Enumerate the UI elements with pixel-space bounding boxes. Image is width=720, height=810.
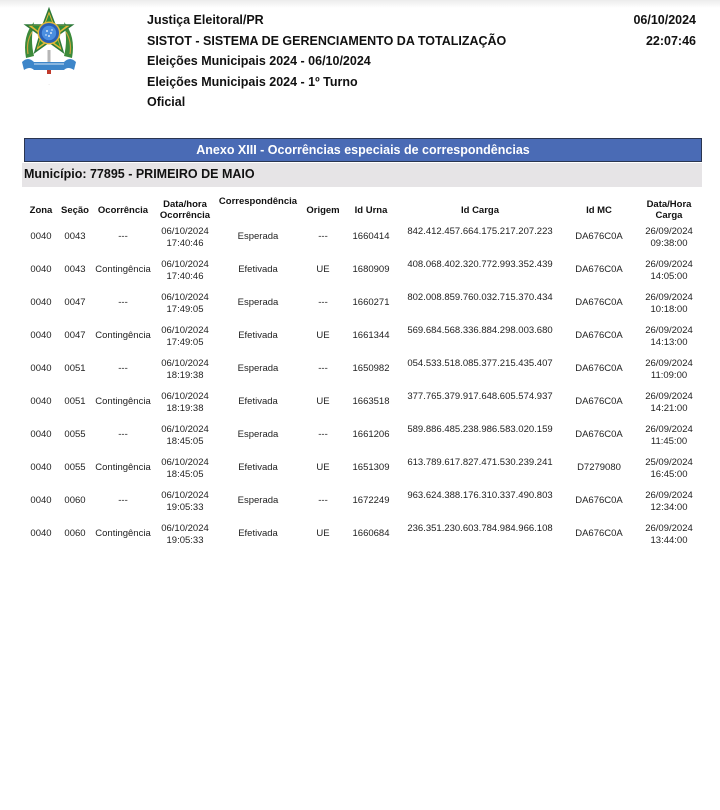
svg-text:·: · (48, 82, 50, 87)
data-hora-carga-date: 26/09/2024 (645, 259, 693, 270)
data-hora-ocorrencia-time: 18:19:38 (166, 369, 204, 381)
secao-value: 0047 (64, 297, 86, 308)
id-carga-value: 963.624.388.176.310.337.490.803 (407, 490, 553, 501)
id-mc-cell (564, 490, 634, 523)
data-hora-carga-time: 14:13:00 (650, 336, 688, 348)
brazil-coat-of-arms-icon (20, 6, 78, 90)
id-urna-cell (346, 358, 396, 391)
data-hora-ocorrencia-cell (154, 457, 216, 490)
correspondencia-value: Efetivada (238, 264, 278, 275)
data-hora-ocorrencia-cell (154, 325, 216, 358)
data-hora-ocorrencia-cell (154, 523, 216, 556)
correspondencia-cell (216, 259, 300, 292)
data-hora-carga-date: 26/09/2024 (645, 292, 693, 303)
origem-cell (300, 391, 346, 424)
zona-cell (24, 325, 58, 358)
secao-cell (58, 391, 92, 424)
id-mc-value: DA676C0A (575, 231, 623, 242)
data-hora-carga-date: 26/09/2024 (645, 490, 693, 501)
id-carga-cell (396, 457, 564, 490)
id-urna-value: 1651309 (352, 462, 390, 473)
id-urna-cell (346, 424, 396, 457)
id-carga-value: 842.412.457.664.175.217.207.223 (407, 226, 553, 237)
correspondencia-cell (216, 358, 300, 391)
data-hora-ocorrencia-cell (154, 292, 216, 325)
id-mc-value: DA676C0A (575, 330, 623, 341)
id-mc-cell (564, 523, 634, 556)
data-hora-carga-date: 25/09/2024 (645, 457, 693, 468)
id-mc-cell (564, 226, 634, 259)
id-carga-cell (396, 358, 564, 391)
origem-cell (300, 259, 346, 292)
secao-cell (58, 325, 92, 358)
report-date: 06/10/2024 (633, 13, 696, 27)
correspondencia-cell (216, 391, 300, 424)
data-hora-carga-cell (634, 490, 704, 523)
data-hora-ocorrencia-date: 06/10/2024 (161, 325, 209, 336)
id-urna-cell (346, 325, 396, 358)
origem-value: UE (316, 396, 330, 407)
correspondencia-value: Esperada (237, 363, 279, 374)
id-urna-cell (346, 457, 396, 490)
secao-cell (58, 226, 92, 259)
column-header-data-hora-ocorrencia: Data/hora Ocorrência (159, 199, 211, 221)
correspondencia-cell (216, 490, 300, 523)
zona-value: 0040 (30, 330, 52, 341)
table-row (24, 424, 704, 457)
ocorrencia-value: Contingência (95, 462, 151, 473)
correspondencia-value: Esperada (237, 297, 279, 308)
correspondencia-cell (216, 226, 300, 259)
zona-cell (24, 391, 58, 424)
report-status: Oficial (147, 95, 186, 109)
ocorrencia-cell (92, 259, 154, 292)
origem-cell (300, 457, 346, 490)
id-carga-value: 054.533.518.085.377.215.435.407 (407, 358, 553, 369)
id-carga-value: 236.351.230.603.784.984.966.108 (407, 523, 553, 534)
zona-value: 0040 (30, 297, 52, 308)
zona-cell (24, 490, 58, 523)
system-name: SISTOT - SISTEMA DE GERENCIAMENTO DA TOTALIZAÇÃO (147, 33, 507, 48)
correspondencia-cell (216, 292, 300, 325)
secao-cell (58, 523, 92, 556)
data-hora-carga-cell (634, 358, 704, 391)
id-mc-cell (564, 358, 634, 391)
data-hora-ocorrencia-date: 06/10/2024 (161, 391, 209, 402)
data-hora-carga-date: 26/09/2024 (645, 226, 693, 237)
ocorrencia-value: --- (118, 297, 128, 308)
data-hora-carga-time: 14:05:00 (650, 270, 688, 282)
zona-value: 0040 (30, 264, 52, 275)
correspondencia-value: Efetivada (238, 396, 278, 407)
data-hora-carga-cell (634, 523, 704, 556)
origem-value: UE (316, 528, 330, 539)
correspondencia-value: Efetivada (238, 528, 278, 539)
id-carga-cell (396, 292, 564, 325)
data-hora-ocorrencia-cell (154, 424, 216, 457)
column-header-id-carga: Id Carga (460, 204, 499, 216)
correspondencia-cell (216, 424, 300, 457)
zona-cell (24, 358, 58, 391)
id-urna-cell (346, 523, 396, 556)
data-hora-carga-cell (634, 391, 704, 424)
id-mc-cell (564, 325, 634, 358)
data-hora-ocorrencia-time: 18:19:38 (166, 402, 204, 414)
report-title-banner: Anexo XIII - Ocorrências especiais de correspondências (24, 138, 702, 162)
id-carga-cell (396, 490, 564, 523)
report-timestamp (633, 10, 696, 51)
table-row (24, 259, 704, 292)
data-hora-carga-cell (634, 325, 704, 358)
column-header-data-hora-carga: Data/Hora Carga (646, 199, 692, 221)
id-mc-cell (564, 292, 634, 325)
table-row (24, 490, 704, 523)
data-hora-carga-time: 13:44:00 (650, 534, 688, 546)
data-hora-carga-cell (634, 457, 704, 490)
column-header-correspondencia: Correspondência (218, 196, 298, 207)
column-header-id-mc: Id MC (586, 204, 612, 216)
secao-cell (58, 358, 92, 391)
correspondencia-value: Esperada (237, 495, 279, 506)
id-urna-value: 1680909 (352, 264, 390, 275)
id-mc-value: DA676C0A (575, 429, 623, 440)
id-mc-value: DA676C0A (575, 264, 623, 275)
id-mc-cell (564, 457, 634, 490)
secao-value: 0060 (64, 495, 86, 506)
occurrences-table (24, 194, 704, 556)
secao-value: 0043 (64, 264, 86, 275)
origem-value: --- (318, 495, 328, 506)
election-name: Eleições Municipais 2024 - 06/10/2024 (147, 54, 371, 68)
table-row (24, 457, 704, 490)
id-carga-cell (396, 391, 564, 424)
origem-cell (300, 292, 346, 325)
id-urna-value: 1660414 (352, 231, 390, 242)
id-carga-value: 589.886.485.238.986.583.020.159 (407, 424, 553, 435)
column-header-zona: Zona (29, 204, 53, 216)
id-carga-value: 377.765.379.917.648.605.574.937 (407, 391, 553, 402)
column-header-secao: Seção (61, 204, 89, 216)
id-urna-cell (346, 391, 396, 424)
id-mc-value: DA676C0A (575, 363, 623, 374)
correspondencia-cell (216, 325, 300, 358)
zona-cell (24, 259, 58, 292)
id-carga-value: 408.068.402.320.772.993.352.439 (407, 259, 553, 270)
secao-value: 0051 (64, 396, 86, 407)
ocorrencia-value: --- (118, 231, 128, 242)
secao-cell (58, 490, 92, 523)
data-hora-ocorrencia-time: 17:40:46 (166, 270, 204, 282)
secao-cell (58, 424, 92, 457)
id-carga-cell (396, 325, 564, 358)
data-hora-carga-time: 11:09:00 (650, 369, 688, 381)
data-hora-ocorrencia-date: 06/10/2024 (161, 490, 209, 501)
secao-value: 0055 (64, 429, 86, 440)
zona-cell (24, 457, 58, 490)
origem-cell (300, 424, 346, 457)
ocorrencia-cell (92, 325, 154, 358)
column-header-origem: Origem (306, 204, 340, 216)
data-hora-carga-time: 14:21:00 (650, 402, 688, 414)
id-urna-value: 1663518 (352, 396, 390, 407)
data-hora-carga-time: 12:34:00 (650, 501, 688, 513)
id-mc-value: D7279080 (577, 462, 621, 473)
data-hora-ocorrencia-cell (154, 358, 216, 391)
zona-value: 0040 (30, 528, 52, 539)
data-hora-ocorrencia-time: 18:45:05 (166, 435, 204, 447)
correspondencia-value: Esperada (237, 231, 279, 242)
id-carga-value: 802.008.859.760.032.715.370.434 (407, 292, 553, 303)
secao-value: 0043 (64, 231, 86, 242)
data-hora-carga-cell (634, 424, 704, 457)
data-hora-carga-date: 26/09/2024 (645, 391, 693, 402)
origem-cell (300, 523, 346, 556)
ocorrencia-cell (92, 424, 154, 457)
ocorrencia-cell (92, 457, 154, 490)
id-urna-cell (346, 292, 396, 325)
ocorrencia-cell (92, 292, 154, 325)
correspondencia-cell (216, 523, 300, 556)
secao-value: 0055 (64, 462, 86, 473)
data-hora-ocorrencia-date: 06/10/2024 (161, 259, 209, 270)
data-hora-ocorrencia-time: 17:40:46 (166, 237, 204, 249)
origem-value: UE (316, 330, 330, 341)
id-mc-cell (564, 424, 634, 457)
id-carga-cell (396, 226, 564, 259)
secao-value: 0051 (64, 363, 86, 374)
id-carga-cell (396, 424, 564, 457)
ocorrencia-value: Contingência (95, 264, 151, 275)
data-hora-ocorrencia-cell (154, 226, 216, 259)
correspondencia-cell (216, 457, 300, 490)
origem-value: UE (316, 462, 330, 473)
origem-cell (300, 358, 346, 391)
id-urna-value: 1650982 (352, 363, 390, 374)
data-hora-ocorrencia-date: 06/10/2024 (161, 358, 209, 369)
data-hora-carga-date: 26/09/2024 (645, 523, 693, 534)
data-hora-ocorrencia-cell (154, 391, 216, 424)
id-carga-value: 613.789.617.827.471.530.239.241 (407, 457, 553, 468)
origem-value: UE (316, 264, 330, 275)
secao-cell (58, 457, 92, 490)
ocorrencia-cell (92, 490, 154, 523)
table-row (24, 292, 704, 325)
zona-value: 0040 (30, 462, 52, 473)
id-urna-value: 1660684 (352, 528, 390, 539)
org-name: Justiça Eleitoral/PR (147, 13, 264, 27)
correspondencia-value: Efetivada (238, 462, 278, 473)
secao-value: 0060 (64, 528, 86, 539)
id-urna-value: 1672249 (352, 495, 390, 506)
id-mc-value: DA676C0A (575, 528, 623, 539)
data-hora-carga-cell (634, 292, 704, 325)
zona-value: 0040 (30, 363, 52, 374)
ocorrencia-value: --- (118, 495, 128, 506)
page-top-shadow (0, 0, 720, 8)
table-row (24, 226, 704, 259)
id-carga-cell (396, 259, 564, 292)
election-round: Eleições Municipais 2024 - 1º Turno (147, 74, 358, 89)
ocorrencia-value: Contingência (95, 396, 151, 407)
data-hora-ocorrencia-cell (154, 490, 216, 523)
table-row (24, 523, 704, 556)
table-row (24, 325, 704, 358)
origem-value: --- (318, 231, 328, 242)
data-hora-ocorrencia-date: 06/10/2024 (161, 226, 209, 237)
data-hora-carga-time: 09:38:00 (650, 237, 688, 249)
ocorrencia-cell (92, 226, 154, 259)
zona-cell (24, 226, 58, 259)
data-hora-ocorrencia-cell (154, 259, 216, 292)
origem-value: --- (318, 363, 328, 374)
column-header-ocorrencia: Ocorrência (97, 204, 149, 216)
id-urna-value: 1661206 (352, 429, 390, 440)
id-carga-value: 569.684.568.336.884.298.003.680 (407, 325, 553, 336)
data-hora-carga-cell (634, 226, 704, 259)
zona-value: 0040 (30, 429, 52, 440)
data-hora-ocorrencia-date: 06/10/2024 (161, 457, 209, 468)
id-mc-value: DA676C0A (575, 495, 623, 506)
zona-cell (24, 292, 58, 325)
id-urna-value: 1661344 (352, 330, 390, 341)
zona-value: 0040 (30, 495, 52, 506)
id-urna-cell (346, 259, 396, 292)
data-hora-ocorrencia-date: 06/10/2024 (161, 292, 209, 303)
id-mc-cell (564, 259, 634, 292)
id-urna-value: 1660271 (352, 297, 390, 308)
ocorrencia-value: --- (118, 363, 128, 374)
origem-cell (300, 490, 346, 523)
origem-value: --- (318, 429, 328, 440)
data-hora-ocorrencia-time: 17:49:05 (166, 336, 204, 348)
data-hora-ocorrencia-date: 06/10/2024 (161, 523, 209, 534)
municipality-label: Município: 77895 - PRIMEIRO DE MAIO (22, 163, 702, 187)
data-hora-carga-date: 26/09/2024 (645, 424, 693, 435)
data-hora-carga-date: 26/09/2024 (645, 325, 693, 336)
data-hora-ocorrencia-time: 17:49:05 (166, 303, 204, 315)
data-hora-ocorrencia-time: 19:05:33 (166, 534, 204, 546)
zona-cell (24, 523, 58, 556)
report-header (147, 10, 506, 113)
correspondencia-value: Efetivada (238, 330, 278, 341)
zona-cell (24, 424, 58, 457)
report-time: 22:07:46 (645, 33, 696, 48)
data-hora-carga-time: 16:45:00 (650, 468, 688, 480)
table-row (24, 391, 704, 424)
data-hora-ocorrencia-date: 06/10/2024 (161, 424, 209, 435)
data-hora-ocorrencia-time: 18:45:05 (166, 468, 204, 480)
id-mc-cell (564, 391, 634, 424)
correspondencia-value: Esperada (237, 429, 279, 440)
data-hora-carga-time: 10:18:00 (650, 303, 688, 315)
table-header-row (24, 194, 704, 226)
secao-cell (58, 292, 92, 325)
ocorrencia-value: Contingência (95, 330, 151, 341)
id-carga-cell (396, 523, 564, 556)
ocorrencia-value: --- (118, 429, 128, 440)
origem-cell (300, 226, 346, 259)
ocorrencia-cell (92, 358, 154, 391)
ocorrencia-cell (92, 523, 154, 556)
id-mc-value: DA676C0A (575, 297, 623, 308)
data-hora-carga-time: 11:45:00 (650, 435, 688, 447)
id-mc-value: DA676C0A (575, 396, 623, 407)
ocorrencia-cell (92, 391, 154, 424)
secao-cell (58, 259, 92, 292)
id-urna-cell (346, 490, 396, 523)
ocorrencia-value: Contingência (95, 528, 151, 539)
origem-value: --- (318, 297, 328, 308)
id-urna-cell (346, 226, 396, 259)
table-row (24, 358, 704, 391)
data-hora-carga-cell (634, 259, 704, 292)
data-hora-carga-date: 26/09/2024 (645, 358, 693, 369)
secao-value: 0047 (64, 330, 86, 341)
data-hora-ocorrencia-time: 19:05:33 (166, 501, 204, 513)
zona-value: 0040 (30, 231, 52, 242)
origem-cell (300, 325, 346, 358)
zona-value: 0040 (30, 396, 52, 407)
column-header-id-urna: Id Urna (354, 204, 388, 216)
